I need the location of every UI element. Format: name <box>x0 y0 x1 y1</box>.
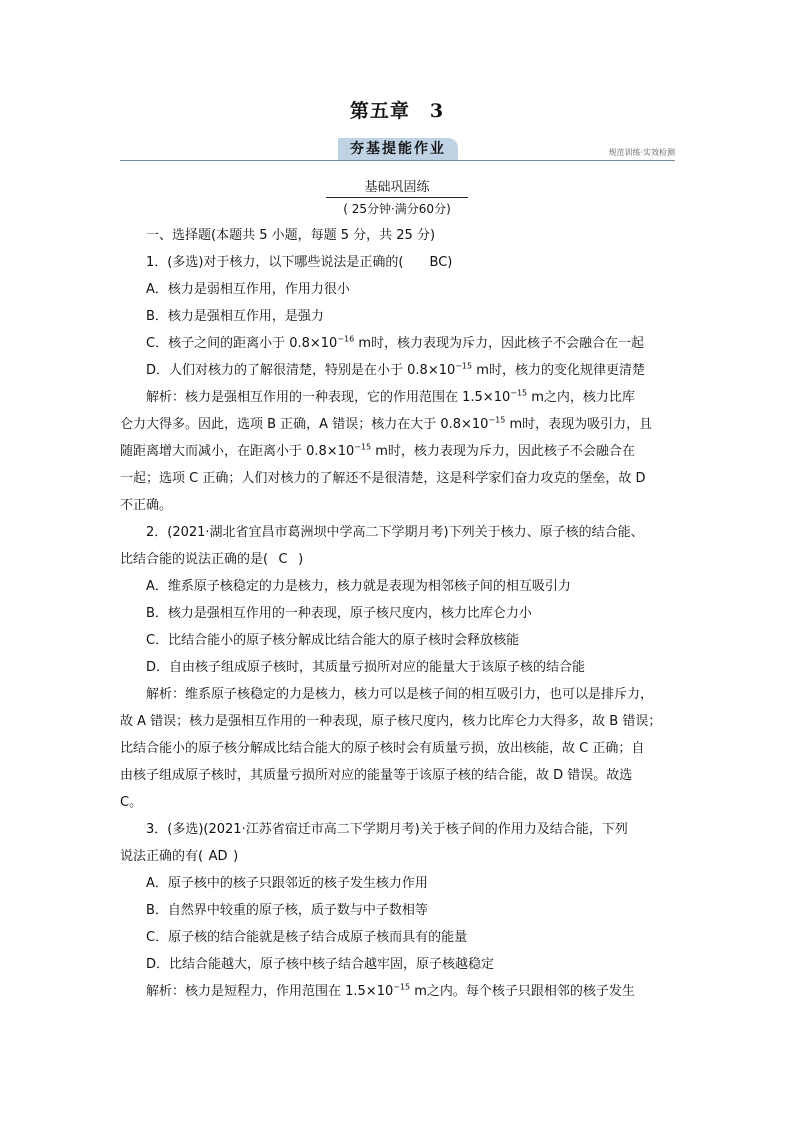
q1-option-c-exponent: −16 <box>337 334 355 344</box>
q1-option-b: B．核力是强相互作用，是强力 <box>146 309 324 324</box>
q1-option-d-exponent: −15 <box>455 361 473 371</box>
q3-explanation-line-1 <box>120 978 675 1005</box>
q1-answer: BC <box>429 255 448 270</box>
q3-option-a: A．原子核中的核子只跟邻近的核子发生核力作用 <box>146 876 428 891</box>
section-intro: 一、选择题(本题共 5 小题，每题 5 分，共 25 分) <box>146 228 436 243</box>
q1-option-c-text: C．核子之间的距离小于 0.8×10 <box>146 336 338 351</box>
q1-stem <box>120 249 675 276</box>
q2-explanation-line-1: 解析：维系原子核稳定的力是核力，核力可以是核子间的相互吸引力，也可以是排斥力， <box>146 687 654 702</box>
q3-stem-line-1: 3．(多选)(2021·江苏省宿迁市高二下学期月考)关于核子间的作用力及结合能，下列 <box>146 822 628 837</box>
q2-stem-text: 比结合能的说法正确的是( <box>120 552 269 567</box>
q3-option-b: B．自然界中较重的原子核，质子数与中子数相等 <box>146 903 428 918</box>
q3-stem-line-2 <box>120 843 675 870</box>
q1-exp1-rest: m之内，核力比库 <box>527 390 635 405</box>
q2-explanation-line-3: 比结合能小的原子核分解成比结合能大的原子核时会有质量亏损，放出核能，故 C 正确；自 <box>120 741 645 756</box>
q1-exp1-text: 解析：核力是强相互作用的一种表现，它的作用范围在 1.5×10 <box>146 390 511 405</box>
q3-exp1-text: 解析：核力是短程力，作用范围在 1.5×10 <box>146 984 394 999</box>
q2-stem-line-1: 2．(2021·湖北省宜昌市葛洲坝中学高二下学期月考)下列关于核力、原子核的结合能、 <box>146 525 644 540</box>
q2-explanation-line-4: 由核子组成原子核时，其质量亏损所对应的能量等于该原子核的结合能，故 D 错误。故选 <box>120 768 633 783</box>
q3-exp1-rest: m之内。每个核子只跟相邻的核子发生 <box>410 984 635 999</box>
chapter-title: 第五章 3 <box>349 100 445 122</box>
q1-exp3-text: 随距离增大而减小，在距离小于 0.8×10 <box>120 444 355 459</box>
q1-option-c-rest: m时，核力表现为斥力，因此核子不会融合在一起 <box>354 336 645 351</box>
q1-stem-text: 1．(多选)对于核力，以下哪些说法是正确的( <box>146 255 404 270</box>
q2-stem-line-2 <box>120 546 675 573</box>
banner-right-text: 规范训练·实效检测 <box>608 148 675 157</box>
header-bar <box>120 138 675 162</box>
q2-explanation-line-2: 故 A 错误；核力是强相互作用的一种表现，原子核尺度内，核力比库仑力大得多，故 B 错误； <box>120 714 662 729</box>
section-subtitle: ( 25分钟·满分60分) <box>343 202 451 216</box>
q1-option-d-text: D．人们对核力的了解很清楚，特别是在小于 0.8×10 <box>146 363 456 378</box>
q2-answer: C <box>278 552 288 567</box>
q2-option-c: C．比结合能小的原子核分解成比结合能大的原子核时会释放核能 <box>146 633 520 648</box>
question-content <box>120 222 675 1005</box>
q3-option-d: D．比结合能越大，原子核中核子结合越牢固，原子核越稳定 <box>146 957 495 972</box>
q2-stem-close: ) <box>298 552 304 567</box>
q1-exp2-text: 仑力大得多。因此，选项 B 正确，A 错误；核力在大于 0.8×10 <box>120 417 489 432</box>
q1-explanation-line-4: 一起；选项 C 正确；人们对核力的了解还不是很清楚，这是科学家们奋力攻克的堡垒，故 D <box>120 471 646 486</box>
q3-option-c: C．原子核的结合能就是核子结合成原子核而具有的能量 <box>146 930 468 945</box>
header-divider <box>120 160 675 161</box>
q3-exp1-exponent: −15 <box>393 982 411 992</box>
q1-exp2-rest: m时，表现为吸引力，且 <box>505 417 653 432</box>
q1-explanation-line-2 <box>120 411 675 438</box>
q1-explanation-line-3 <box>120 438 675 465</box>
section-title: 基础巩固练 <box>326 176 468 198</box>
q3-stem-text: 说法正确的有( <box>120 849 204 864</box>
q1-stem-close: ) <box>447 255 453 270</box>
q2-explanation-line-5: C。 <box>120 795 143 810</box>
q2-option-d: D．自由核子组成原子核时，其质量亏损所对应的能量大于该原子核的结合能 <box>146 660 586 675</box>
q3-stem-close: ) <box>233 849 239 864</box>
q1-explanation-line-5: 不正确。 <box>120 498 173 513</box>
q1-exp1-exponent: −15 <box>510 388 528 398</box>
q1-option-a: A．核力是弱相互作用，作用力很小 <box>146 282 350 297</box>
q1-exp3-rest: m时，核力表现为斥力，因此核子不会融合在 <box>371 444 635 459</box>
q1-option-c <box>120 330 675 357</box>
q2-option-a: A．维系原子核稳定的力是核力，核力就是表现为相邻核子间的相互吸引力 <box>146 579 571 594</box>
q1-exp3-exponent: −15 <box>354 442 372 452</box>
q2-option-b: B．核力是强相互作用的一种表现，原子核尺度内，核力比库仑力小 <box>146 606 532 621</box>
q1-exp2-exponent: −15 <box>488 415 506 425</box>
q1-explanation-line-1 <box>120 384 675 411</box>
banner-label: 夯基提能作业 <box>338 138 458 160</box>
section-header <box>326 176 468 217</box>
q3-answer: AD <box>208 849 228 864</box>
q1-option-d <box>120 357 675 384</box>
q1-option-d-rest: m时，核力的变化规律更清楚 <box>472 363 645 378</box>
